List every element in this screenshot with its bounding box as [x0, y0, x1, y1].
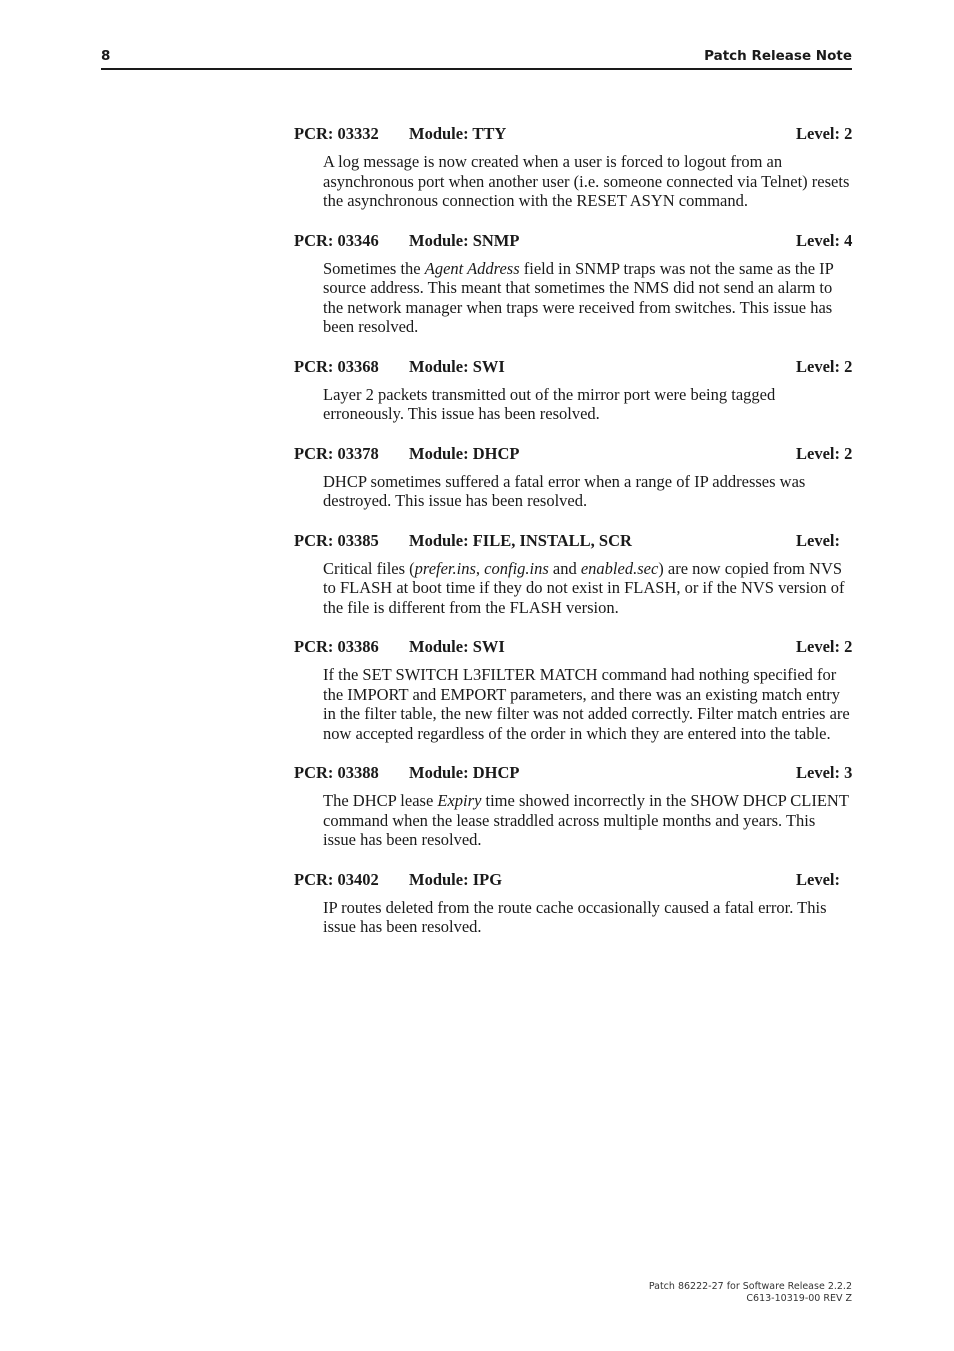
pcr-description	[323, 259, 852, 337]
pcr-module: Module: DHCP	[409, 443, 520, 463]
pcr-level: Level: 2	[796, 443, 853, 463]
emphasis-text: Expiry	[437, 791, 482, 810]
pcr-module: Module: FILE, INSTALL, SCR	[409, 530, 632, 550]
pcr-entry-header	[294, 231, 852, 251]
pcr-entry	[294, 763, 852, 850]
pcr-entry-header	[294, 531, 852, 551]
body-text: Critical files (	[323, 558, 415, 578]
pcr-level: Level: 2	[796, 356, 853, 376]
pcr-number: PCR: 03388	[294, 763, 379, 782]
pcr-number: PCR: 03386	[294, 637, 379, 656]
pcr-entry	[294, 531, 852, 618]
emphasis-text: Agent Address	[424, 258, 520, 278]
pcr-entry-header	[294, 637, 852, 657]
pcr-module: Module: SWI	[409, 637, 505, 656]
pcr-description	[323, 559, 852, 618]
pcr-entry-header	[294, 357, 852, 377]
pcr-entry	[294, 124, 852, 211]
pcr-entry	[294, 870, 852, 937]
pcr-level: Level: 4	[796, 230, 853, 250]
body-text: and	[548, 558, 581, 578]
footer-release: Patch 86222-27 for Software Release 2.2.2	[648, 1281, 852, 1292]
pcr-description	[323, 665, 852, 743]
document-title: Patch Release Note	[704, 48, 852, 64]
page-number: 8	[101, 48, 111, 64]
pcr-description	[323, 385, 852, 424]
pcr-level: Level: 2	[796, 124, 853, 143]
pcr-module: Module: DHCP	[409, 763, 520, 782]
pcr-list	[294, 124, 852, 957]
pcr-entry-header	[294, 124, 852, 144]
body-text: time showed incorrectly in the SHOW DHCP CLIENT command when the lease straddled across multiple months and years. This issue has been resolved.	[323, 791, 849, 849]
pcr-entry-header	[294, 870, 852, 890]
body-text: Layer 2 packets transmitted out of the mirror port were being tagged erroneously. This issue has been resolved.	[323, 384, 776, 423]
body-text: A log message is now created when a user is forced to logout from an asynchronous port when another user (i.e. someone connected via Telnet) resets the asynchronous connection with the RESET ASYN command.	[323, 152, 850, 210]
pcr-number: PCR: 03368	[294, 356, 379, 376]
page-header	[101, 48, 852, 70]
body-text: DHCP sometimes suffered a fatal error when a range of IP addresses was destroyed. This issue has been resolved.	[323, 471, 806, 510]
body-text: field in SNMP traps was not the same as the IP source address. This meant that sometimes the NMS did not send an alarm to the network manager when traps were received from switches. This issue has been resolved.	[323, 258, 834, 336]
body-text: The DHCP lease	[323, 791, 438, 810]
pcr-number: PCR: 03378	[294, 443, 379, 463]
pcr-description	[323, 152, 852, 211]
pcr-level: Level:	[796, 869, 840, 889]
pcr-description	[323, 898, 852, 937]
footer-doc-id: C613-10319-00 REV Z	[746, 1292, 852, 1304]
pcr-entry	[294, 231, 852, 337]
pcr-module: Module: TTY	[409, 124, 507, 143]
pcr-module: Module: SWI	[409, 356, 505, 376]
body-text: ,	[475, 558, 485, 578]
pcr-level: Level: 3	[796, 763, 853, 782]
page-footer	[649, 1281, 852, 1304]
pcr-level: Level:	[796, 530, 840, 550]
pcr-entry-header	[294, 444, 852, 464]
body-text: If the SET SWITCH L3FILTER MATCH command had nothing specified for the IMPORT and EMPORT parameters, and there was an existing match entry in the filter table, the new filter was not added correctly. Filter match entries are now accepted regardless of the order in which they are entered into the table.	[323, 665, 850, 743]
pcr-number: PCR: 03346	[294, 230, 379, 250]
emphasis-text: config.ins	[484, 558, 549, 578]
body-text: ) are now copied from NVS to FLASH at boot time if they do not exist in FLASH, or if the NVS version of the file is different from the FLASH version.	[323, 558, 845, 617]
pcr-description	[323, 472, 852, 511]
pcr-entry	[294, 357, 852, 424]
pcr-entry	[294, 637, 852, 743]
pcr-number: PCR: 03402	[294, 869, 379, 889]
emphasis-text: prefer.ins	[414, 558, 476, 578]
pcr-description	[323, 791, 852, 850]
pcr-entry	[294, 444, 852, 511]
pcr-entry-header	[294, 763, 852, 783]
pcr-number: PCR: 03385	[294, 530, 379, 550]
body-text: IP routes deleted from the route cache occasionally caused a fatal error. This issue has been resolved.	[323, 897, 827, 936]
body-text: Sometimes the	[323, 258, 425, 278]
pcr-level: Level: 2	[796, 637, 853, 656]
pcr-module: Module: SNMP	[409, 230, 520, 250]
pcr-number: PCR: 03332	[294, 124, 379, 143]
emphasis-text: enabled.sec	[580, 558, 659, 578]
pcr-module: Module: IPG	[409, 869, 503, 889]
